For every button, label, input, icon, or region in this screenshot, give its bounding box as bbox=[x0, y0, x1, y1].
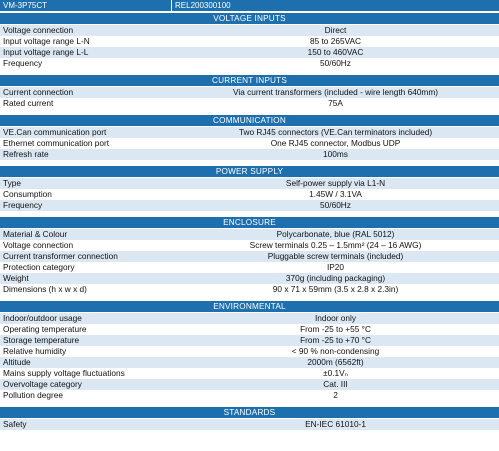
spec-label: Weight bbox=[3, 273, 29, 283]
spec-sections bbox=[0, 12, 499, 430]
spec-row bbox=[0, 313, 499, 324]
spec-label: Refresh rate bbox=[3, 149, 49, 159]
spec-value: 50/60Hz bbox=[320, 58, 351, 68]
part-number: REL200300100 bbox=[172, 0, 499, 11]
spec-row bbox=[0, 284, 499, 295]
spec-label: Type bbox=[3, 178, 21, 188]
section-header: ENCLOSURE bbox=[0, 216, 499, 229]
spec-label: Dimensions (h x w x d) bbox=[3, 284, 87, 294]
spec-row bbox=[0, 357, 499, 368]
section-header: CURRENT INPUTS bbox=[0, 74, 499, 87]
spec-row bbox=[0, 36, 499, 47]
spec-value: From -25 to +70 °C bbox=[300, 335, 371, 345]
spec-label: Storage temperature bbox=[3, 335, 80, 345]
spec-label: Frequency bbox=[3, 58, 43, 68]
spec-row bbox=[0, 229, 499, 240]
section-header: ENVIRONMENTAL bbox=[0, 300, 499, 313]
section-header: COMMUNICATION bbox=[0, 114, 499, 127]
section-header: POWER SUPPLY bbox=[0, 165, 499, 178]
spec-value: IP20 bbox=[326, 262, 345, 272]
spec-row bbox=[0, 335, 499, 346]
spec-row bbox=[0, 58, 499, 69]
spec-row bbox=[0, 25, 499, 36]
spec-label: Ethernet communication port bbox=[3, 138, 110, 148]
spec-value: 85 to 265VAC bbox=[309, 36, 362, 46]
spec-value: < 90 % non-condensing bbox=[291, 346, 380, 356]
spec-label: Altitude bbox=[3, 357, 31, 367]
spec-row bbox=[0, 419, 499, 430]
spec-label: Overvoltage category bbox=[3, 379, 82, 389]
spec-value: 370g (including packaging) bbox=[285, 273, 386, 283]
spec-value: 50/60Hz bbox=[320, 200, 351, 210]
spec-label: Safety bbox=[3, 419, 27, 429]
spec-value: EN-IEC 61010-1 bbox=[305, 419, 366, 429]
section-header: VOLTAGE INPUTS bbox=[0, 12, 499, 25]
spec-value: Cat. III bbox=[323, 379, 348, 389]
spec-value: 75A bbox=[328, 98, 343, 108]
spec-label: Voltage connection bbox=[3, 25, 74, 35]
spec-row bbox=[0, 324, 499, 335]
spec-value: 90 x 71 x 59mm (3.5 x 2.8 x 2.3in) bbox=[272, 284, 399, 294]
spec-row bbox=[0, 189, 499, 200]
spec-row bbox=[0, 368, 499, 379]
spec-label: Rated current bbox=[3, 98, 54, 108]
spec-label: Input voltage range L-N bbox=[3, 36, 90, 46]
spec-value: From -25 to +55 °C bbox=[300, 324, 371, 334]
spec-row bbox=[0, 262, 499, 273]
spec-value: Via current transformers (included - wire length 640mm) bbox=[232, 87, 439, 97]
spec-value: Direct bbox=[324, 25, 347, 35]
spec-row bbox=[0, 379, 499, 390]
spec-row bbox=[0, 127, 499, 138]
spec-row bbox=[0, 200, 499, 211]
spec-value: One RJ45 connector, Modbus UDP bbox=[270, 138, 401, 148]
spec-row bbox=[0, 273, 499, 284]
section-header: STANDARDS bbox=[0, 406, 499, 419]
spec-row bbox=[0, 240, 499, 251]
spec-label: Indoor/outdoor usage bbox=[3, 313, 82, 323]
spec-value: Screw terminals 0.25 – 1.5mm² (24 – 16 AWG) bbox=[249, 240, 422, 250]
spec-row bbox=[0, 251, 499, 262]
spec-label: Protection category bbox=[3, 262, 75, 272]
spec-row bbox=[0, 178, 499, 189]
spec-label: Frequency bbox=[3, 200, 43, 210]
spec-value: Self-power supply via L1-N bbox=[285, 178, 386, 188]
spec-value: Two RJ45 connectors (VE.Can terminators included) bbox=[238, 127, 433, 137]
spec-value: Polycarbonate, blue (RAL 5012) bbox=[276, 229, 395, 239]
spec-label: VE.Can communication port bbox=[3, 127, 107, 137]
spec-value: Pluggable screw terminals (included) bbox=[267, 251, 404, 261]
spec-row bbox=[0, 149, 499, 160]
spec-row bbox=[0, 390, 499, 401]
spec-label: Relative humidity bbox=[3, 346, 67, 356]
spec-label: Current connection bbox=[3, 87, 74, 97]
model-name: VM-3P75CT bbox=[0, 0, 172, 11]
spec-value: 1.45W / 3.1VA bbox=[309, 189, 362, 199]
header-bar bbox=[0, 0, 499, 12]
spec-value: 150 to 460VAC bbox=[307, 47, 364, 57]
spec-label: Operating temperature bbox=[3, 324, 87, 334]
spec-label: Consumption bbox=[3, 189, 52, 199]
spec-value: 100ms bbox=[323, 149, 348, 159]
spec-label: Pollution degree bbox=[3, 390, 63, 400]
spec-row bbox=[0, 87, 499, 98]
spec-row bbox=[0, 346, 499, 357]
spec-row bbox=[0, 98, 499, 109]
spec-label: Current transformer connection bbox=[3, 251, 118, 261]
spec-value: 2 bbox=[333, 390, 338, 400]
spec-value: Indoor only bbox=[314, 313, 357, 323]
spec-value: 2000m (6562ft) bbox=[307, 357, 364, 367]
spec-label: Mains supply voltage fluctuations bbox=[3, 368, 125, 378]
spec-label: Material & Colour bbox=[3, 229, 68, 239]
spec-row bbox=[0, 138, 499, 149]
spec-row bbox=[0, 47, 499, 58]
spec-label: Voltage connection bbox=[3, 240, 74, 250]
spec-value: ±0.1Vₙ bbox=[323, 368, 348, 378]
spec-label: Input voltage range L-L bbox=[3, 47, 89, 57]
